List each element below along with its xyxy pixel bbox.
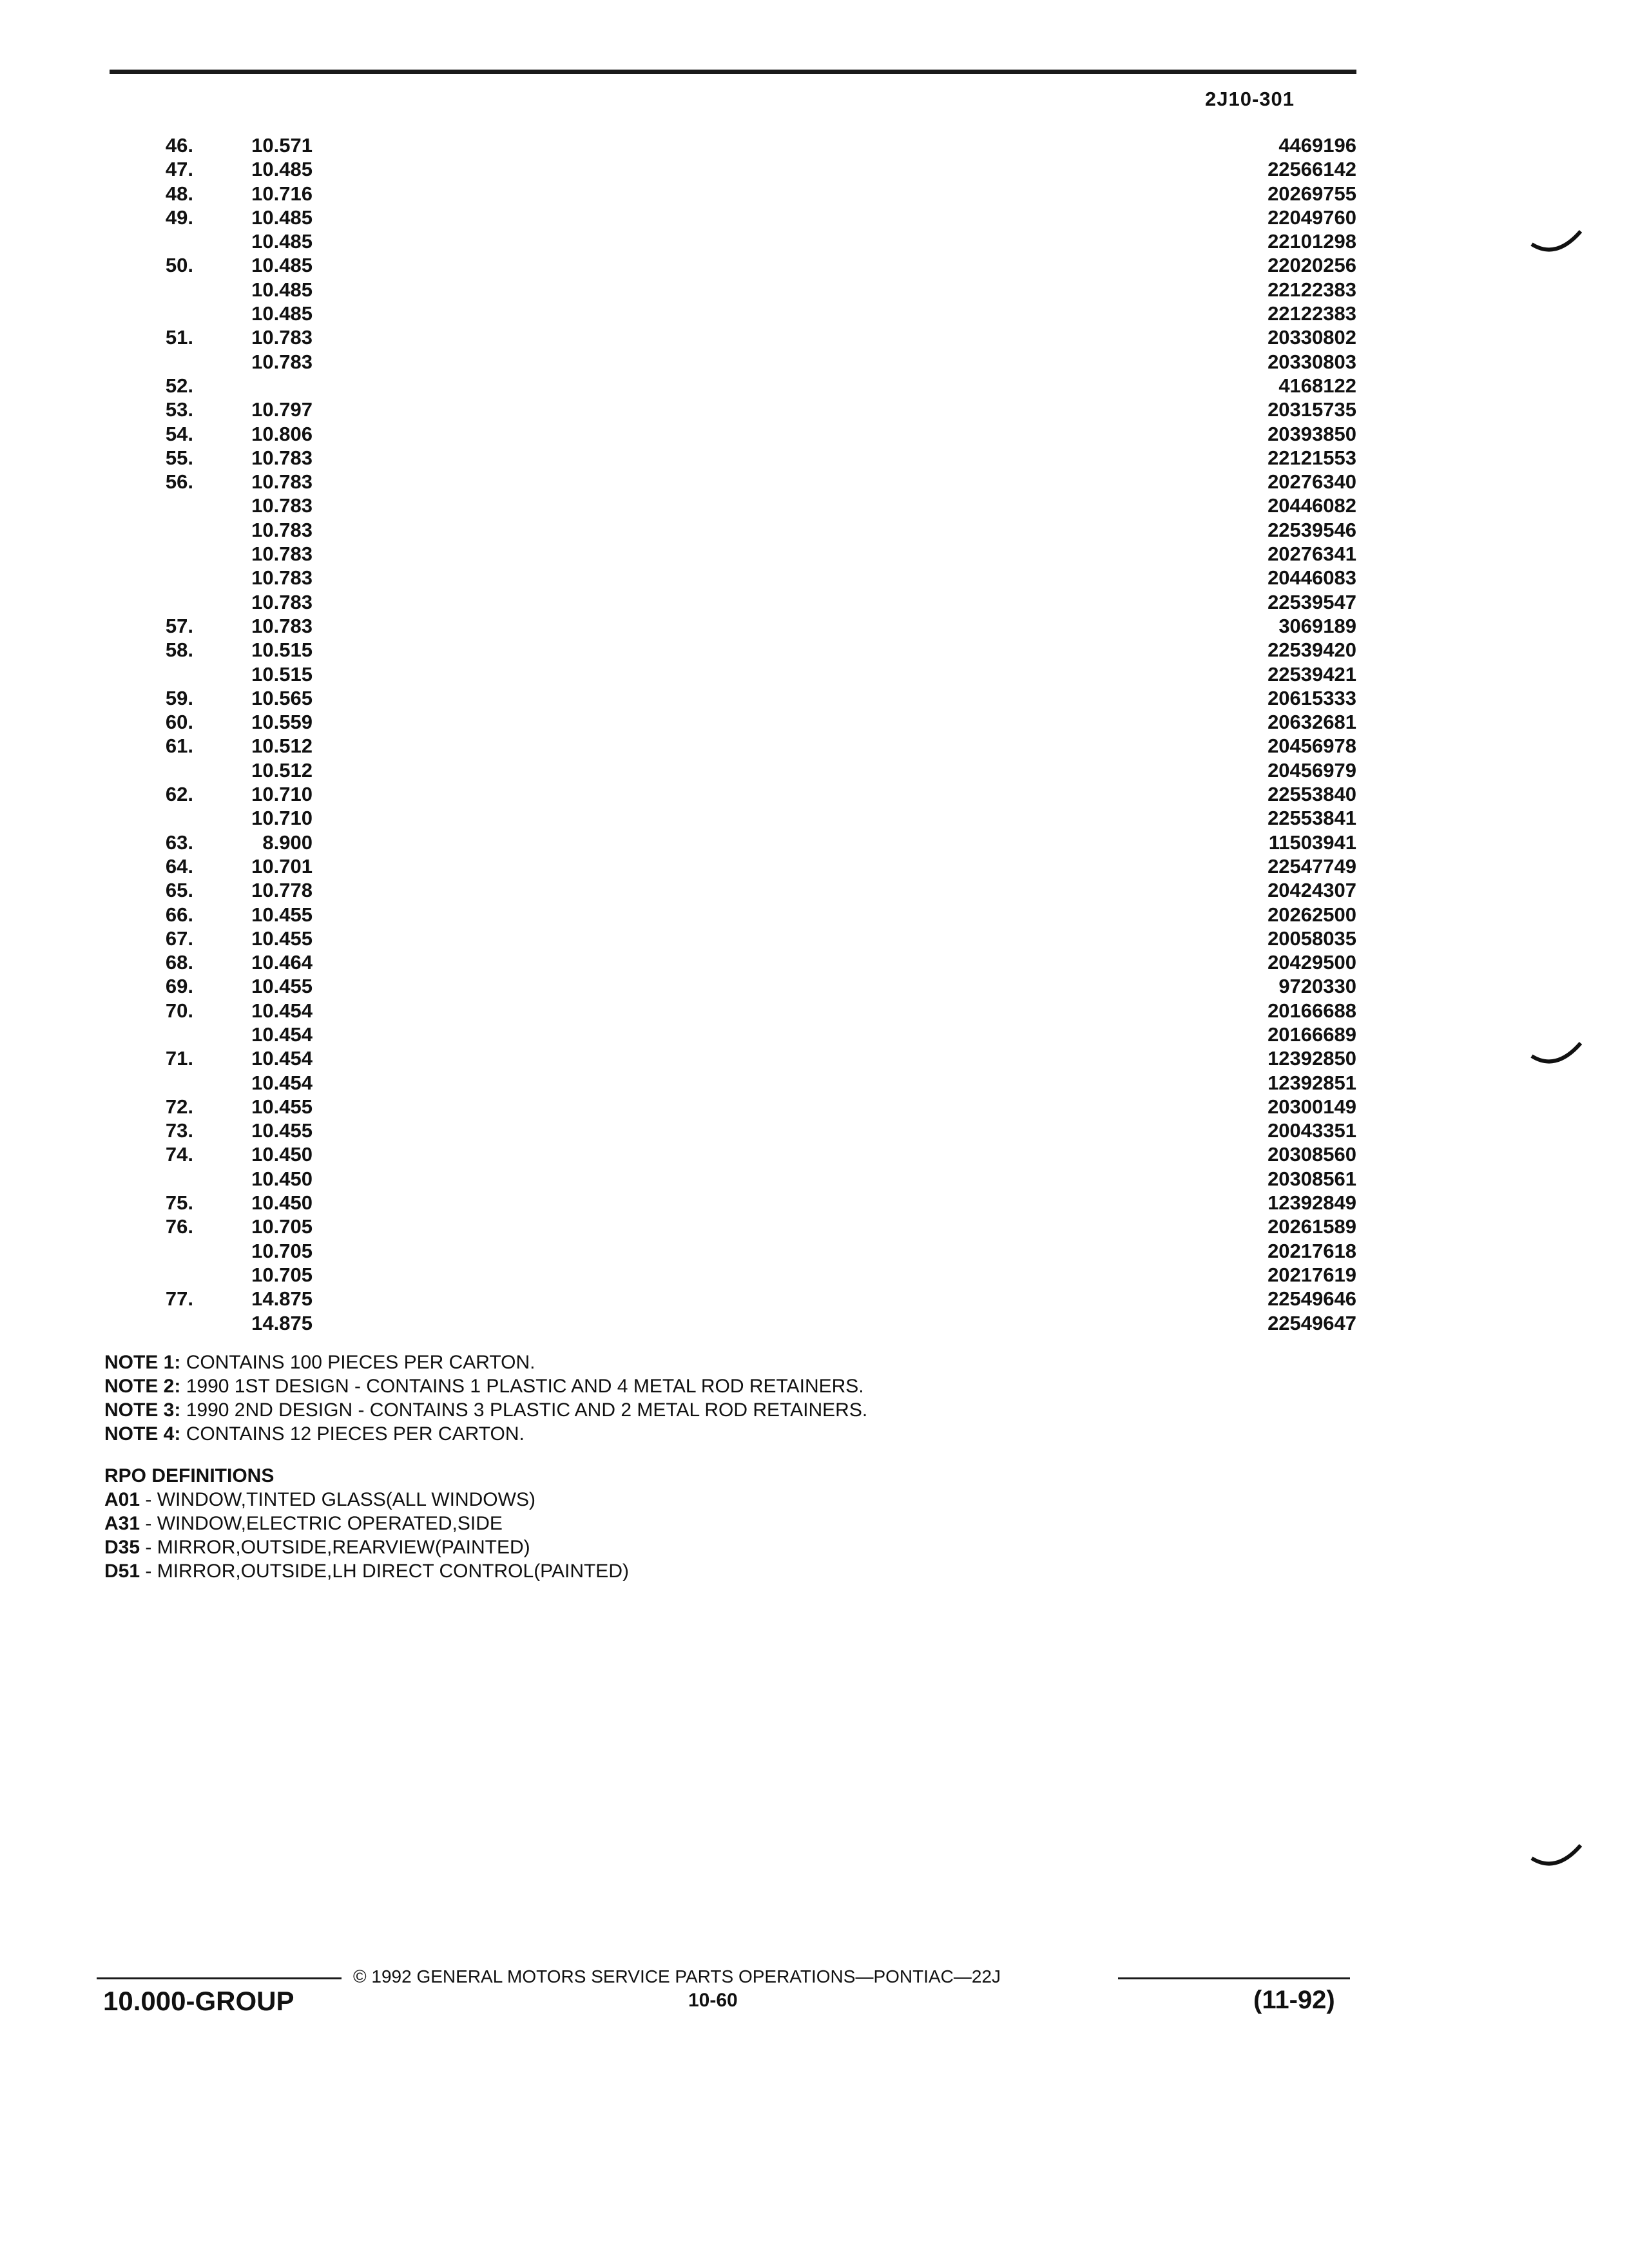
group-number: 10.710 bbox=[251, 807, 313, 830]
ref-number: 72. bbox=[165, 1095, 193, 1118]
binder-mark-2 bbox=[1530, 1041, 1582, 1066]
note-text: 1990 1ST DESIGN - CONTAINS 1 PLASTIC AND 4 METAL ROD RETAINERS. bbox=[186, 1376, 864, 1397]
part-number: 20217618 bbox=[1268, 1239, 1356, 1262]
ref-number: 73. bbox=[165, 1119, 193, 1142]
parts-row bbox=[110, 302, 1356, 325]
binder-mark-3 bbox=[1530, 1843, 1582, 1869]
ref-number: 70. bbox=[165, 999, 193, 1022]
ref-number: 67. bbox=[165, 927, 193, 950]
rpo-code: D35 bbox=[104, 1537, 140, 1558]
part-number: 20276340 bbox=[1268, 470, 1356, 494]
parts-row bbox=[110, 1311, 1356, 1335]
part-number: 20300149 bbox=[1268, 1095, 1356, 1118]
parts-row bbox=[110, 542, 1356, 566]
note-line bbox=[104, 1422, 867, 1446]
parts-row bbox=[110, 278, 1356, 302]
ref-number: 54. bbox=[165, 422, 193, 445]
ref-number: 64. bbox=[165, 854, 193, 878]
note-line bbox=[104, 1374, 867, 1398]
group-number: 10.485 bbox=[251, 254, 313, 277]
part-number: 22122383 bbox=[1268, 302, 1356, 325]
parts-row bbox=[110, 1071, 1356, 1095]
parts-row bbox=[110, 253, 1356, 277]
binder-mark-1 bbox=[1530, 229, 1582, 255]
footer-rule-right bbox=[1118, 1977, 1350, 1979]
ref-number: 61. bbox=[165, 735, 193, 758]
part-number: 12392850 bbox=[1268, 1047, 1356, 1070]
ref-number: 47. bbox=[165, 158, 193, 181]
group-number: 10.450 bbox=[251, 1167, 313, 1190]
rpo-code: A31 bbox=[104, 1513, 140, 1534]
group-number: 10.515 bbox=[251, 639, 313, 662]
parts-row bbox=[110, 806, 1356, 830]
part-number: 20456979 bbox=[1268, 758, 1356, 782]
ref-number: 75. bbox=[165, 1191, 193, 1215]
ref-number: 49. bbox=[165, 206, 193, 229]
group-number: 10.512 bbox=[251, 758, 313, 782]
part-number: 20262500 bbox=[1268, 903, 1356, 926]
rpo-code: A01 bbox=[104, 1489, 140, 1510]
parts-row bbox=[110, 1167, 1356, 1191]
note-label: NOTE 1: bbox=[104, 1352, 181, 1373]
parts-row bbox=[110, 662, 1356, 686]
group-number: 10.705 bbox=[251, 1239, 313, 1262]
parts-row bbox=[110, 903, 1356, 927]
part-number: 12392849 bbox=[1268, 1191, 1356, 1215]
group-number: 10.450 bbox=[251, 1143, 313, 1166]
parts-row bbox=[110, 614, 1356, 638]
ref-number: 56. bbox=[165, 470, 193, 494]
part-number: 20269755 bbox=[1268, 182, 1356, 205]
revision-date: (11-92) bbox=[1253, 1986, 1335, 2014]
part-number: 4469196 bbox=[1278, 134, 1356, 157]
part-number: 22549647 bbox=[1268, 1311, 1356, 1334]
group-number: 10.455 bbox=[251, 1119, 313, 1142]
ref-number: 46. bbox=[165, 134, 193, 157]
parts-row bbox=[110, 206, 1356, 229]
note-text: CONTAINS 100 PIECES PER CARTON. bbox=[186, 1352, 535, 1373]
part-number: 22549646 bbox=[1268, 1287, 1356, 1311]
group-number: 10.783 bbox=[251, 326, 313, 349]
parts-row bbox=[110, 1263, 1356, 1287]
part-number: 9720330 bbox=[1278, 975, 1356, 998]
part-number: 22539547 bbox=[1268, 590, 1356, 613]
group-number: 10.454 bbox=[251, 1023, 313, 1046]
group-number: 10.454 bbox=[251, 1047, 313, 1070]
footer-rule-left bbox=[97, 1977, 342, 1979]
parts-row bbox=[110, 734, 1356, 758]
group-number: 10.705 bbox=[251, 1215, 313, 1238]
note-text: CONTAINS 12 PIECES PER CARTON. bbox=[186, 1423, 525, 1445]
part-number: 22566142 bbox=[1268, 158, 1356, 181]
parts-row bbox=[110, 638, 1356, 662]
parts-row bbox=[110, 494, 1356, 517]
part-number: 20446082 bbox=[1268, 494, 1356, 517]
part-number: 12392851 bbox=[1268, 1071, 1356, 1094]
ref-number: 68. bbox=[165, 951, 193, 974]
group-number: 10.783 bbox=[251, 566, 313, 590]
parts-row bbox=[110, 974, 1356, 998]
part-number: 22539546 bbox=[1268, 518, 1356, 541]
part-number: 4168122 bbox=[1278, 374, 1356, 397]
rpo-text: - WINDOW,ELECTRIC OPERATED,SIDE bbox=[140, 1513, 503, 1534]
parts-row bbox=[110, 758, 1356, 782]
rpo-text: - MIRROR,OUTSIDE,LH DIRECT CONTROL(PAINTED) bbox=[140, 1561, 629, 1582]
parts-row bbox=[110, 878, 1356, 902]
part-number: 11503941 bbox=[1268, 831, 1356, 854]
group-number: 10.485 bbox=[251, 302, 313, 325]
part-number: 22547749 bbox=[1268, 854, 1356, 878]
ref-number: 60. bbox=[165, 711, 193, 734]
group-number: 14.875 bbox=[251, 1311, 313, 1334]
group-number: 10.716 bbox=[251, 182, 313, 205]
part-number: 20393850 bbox=[1268, 422, 1356, 445]
part-number: 22539420 bbox=[1268, 639, 1356, 662]
rpo-line bbox=[104, 1512, 629, 1535]
part-number: 22553840 bbox=[1268, 783, 1356, 806]
group-label: 10.000-GROUP bbox=[103, 1986, 294, 2016]
ref-number: 58. bbox=[165, 639, 193, 662]
part-number: 20315735 bbox=[1268, 398, 1356, 421]
parts-row bbox=[110, 1023, 1356, 1046]
group-number: 10.450 bbox=[251, 1191, 313, 1215]
part-number: 20043351 bbox=[1268, 1119, 1356, 1142]
part-number: 20330802 bbox=[1268, 326, 1356, 349]
group-number: 10.783 bbox=[251, 614, 313, 637]
ref-number: 52. bbox=[165, 374, 193, 397]
page-number: 10-60 bbox=[688, 1990, 738, 2011]
group-number: 10.710 bbox=[251, 783, 313, 806]
ref-number: 57. bbox=[165, 614, 193, 637]
group-number: 10.559 bbox=[251, 711, 313, 734]
page-code: 2J10-301 bbox=[1205, 88, 1295, 110]
group-number: 10.455 bbox=[251, 975, 313, 998]
group-number: 10.464 bbox=[251, 951, 313, 974]
parts-list bbox=[110, 133, 1356, 1335]
note-line bbox=[104, 1398, 867, 1422]
note-text: 1990 2ND DESIGN - CONTAINS 3 PLASTIC AND 2 METAL ROD RETAINERS. bbox=[186, 1399, 868, 1421]
rpo-items bbox=[104, 1488, 629, 1582]
group-number: 10.783 bbox=[251, 543, 313, 566]
top-rule bbox=[110, 70, 1356, 74]
ref-number: 74. bbox=[165, 1143, 193, 1166]
parts-row bbox=[110, 398, 1356, 421]
group-number: 10.485 bbox=[251, 278, 313, 301]
group-number: 10.565 bbox=[251, 686, 313, 709]
parts-row bbox=[110, 686, 1356, 710]
ref-number: 50. bbox=[165, 254, 193, 277]
part-number: 20166688 bbox=[1268, 999, 1356, 1022]
parts-row bbox=[110, 999, 1356, 1023]
group-number: 10.454 bbox=[251, 999, 313, 1022]
ref-number: 69. bbox=[165, 975, 193, 998]
group-number: 10.778 bbox=[251, 879, 313, 902]
parts-row bbox=[110, 422, 1356, 446]
parts-row bbox=[110, 133, 1356, 157]
parts-row bbox=[110, 927, 1356, 950]
part-number: 20058035 bbox=[1268, 927, 1356, 950]
parts-row bbox=[110, 182, 1356, 206]
parts-row bbox=[110, 1046, 1356, 1070]
note-line bbox=[104, 1350, 867, 1374]
part-number: 22020256 bbox=[1268, 254, 1356, 277]
group-number: 10.783 bbox=[251, 470, 313, 494]
parts-row bbox=[110, 157, 1356, 181]
rpo-line bbox=[104, 1535, 629, 1559]
group-number: 10.701 bbox=[251, 854, 313, 878]
ref-number: 53. bbox=[165, 398, 193, 421]
parts-row bbox=[110, 854, 1356, 878]
parts-row bbox=[110, 710, 1356, 734]
ref-number: 59. bbox=[165, 686, 193, 709]
ref-number: 51. bbox=[165, 326, 193, 349]
part-number: 20166689 bbox=[1268, 1023, 1356, 1046]
parts-row bbox=[110, 229, 1356, 253]
notes-section bbox=[104, 1350, 867, 1446]
group-number: 10.571 bbox=[251, 134, 313, 157]
group-number: 10.455 bbox=[251, 903, 313, 926]
rpo-code: D51 bbox=[104, 1561, 140, 1582]
part-number: 20261589 bbox=[1268, 1215, 1356, 1238]
part-number: 22122383 bbox=[1268, 278, 1356, 301]
group-number: 14.875 bbox=[251, 1287, 313, 1311]
rpo-text: - MIRROR,OUTSIDE,REARVIEW(PAINTED) bbox=[140, 1537, 530, 1558]
part-number: 3069189 bbox=[1278, 614, 1356, 637]
group-number: 10.783 bbox=[251, 590, 313, 613]
copyright-line: © 1992 GENERAL MOTORS SERVICE PARTS OPERATIONS—PONTIAC—22J bbox=[353, 1966, 1001, 1986]
part-number: 20456978 bbox=[1268, 735, 1356, 758]
part-number: 22121553 bbox=[1268, 446, 1356, 469]
rpo-title: RPO DEFINITIONS bbox=[104, 1465, 275, 1486]
rpo-line bbox=[104, 1488, 629, 1512]
parts-row bbox=[110, 1142, 1356, 1166]
group-number: 10.455 bbox=[251, 1095, 313, 1118]
group-number: 10.783 bbox=[251, 518, 313, 541]
part-number: 20308561 bbox=[1268, 1167, 1356, 1190]
group-number: 10.455 bbox=[251, 927, 313, 950]
parts-row bbox=[110, 1287, 1356, 1311]
part-number: 20217619 bbox=[1268, 1263, 1356, 1286]
ref-number: 62. bbox=[165, 783, 193, 806]
parts-row bbox=[110, 1095, 1356, 1119]
ref-number: 65. bbox=[165, 879, 193, 902]
rpo-definitions bbox=[104, 1464, 629, 1582]
rpo-line bbox=[104, 1559, 629, 1583]
part-number: 20330803 bbox=[1268, 350, 1356, 373]
part-number: 20276341 bbox=[1268, 543, 1356, 566]
group-number: 10.797 bbox=[251, 398, 313, 421]
group-number: 10.705 bbox=[251, 1263, 313, 1286]
parts-row bbox=[110, 374, 1356, 398]
part-number: 20446083 bbox=[1268, 566, 1356, 590]
parts-row bbox=[110, 950, 1356, 974]
parts-row bbox=[110, 518, 1356, 542]
group-number: 10.515 bbox=[251, 662, 313, 686]
parts-row bbox=[110, 566, 1356, 590]
part-number: 22101298 bbox=[1268, 230, 1356, 253]
ref-number: 63. bbox=[165, 831, 193, 854]
parts-row bbox=[110, 1239, 1356, 1263]
part-number: 20308560 bbox=[1268, 1143, 1356, 1166]
group-number: 8.900 bbox=[262, 831, 313, 854]
part-number: 22049760 bbox=[1268, 206, 1356, 229]
part-number: 20632681 bbox=[1268, 711, 1356, 734]
note-label: NOTE 2: bbox=[104, 1376, 181, 1397]
note-label: NOTE 3: bbox=[104, 1399, 181, 1421]
rpo-text: - WINDOW,TINTED GLASS(ALL WINDOWS) bbox=[140, 1489, 535, 1510]
ref-number: 77. bbox=[165, 1287, 193, 1311]
group-number: 10.485 bbox=[251, 158, 313, 181]
group-number: 10.454 bbox=[251, 1071, 313, 1094]
part-number: 22553841 bbox=[1268, 807, 1356, 830]
note-label: NOTE 4: bbox=[104, 1423, 181, 1445]
parts-row bbox=[110, 446, 1356, 470]
parts-row bbox=[110, 782, 1356, 806]
parts-row bbox=[110, 470, 1356, 494]
part-number: 20424307 bbox=[1268, 879, 1356, 902]
part-number: 20615333 bbox=[1268, 686, 1356, 709]
group-number: 10.783 bbox=[251, 494, 313, 517]
parts-row bbox=[110, 1119, 1356, 1142]
part-number: 22539421 bbox=[1268, 662, 1356, 686]
group-number: 10.783 bbox=[251, 350, 313, 373]
group-number: 10.783 bbox=[251, 446, 313, 469]
group-number: 10.485 bbox=[251, 206, 313, 229]
part-number: 20429500 bbox=[1268, 951, 1356, 974]
parts-row bbox=[110, 1191, 1356, 1215]
group-number: 10.485 bbox=[251, 230, 313, 253]
ref-number: 66. bbox=[165, 903, 193, 926]
parts-row bbox=[110, 831, 1356, 854]
parts-row bbox=[110, 1215, 1356, 1238]
ref-number: 55. bbox=[165, 446, 193, 469]
parts-row bbox=[110, 350, 1356, 374]
parts-row bbox=[110, 325, 1356, 349]
ref-number: 71. bbox=[165, 1047, 193, 1070]
parts-row bbox=[110, 590, 1356, 614]
ref-number: 76. bbox=[165, 1215, 193, 1238]
group-number: 10.512 bbox=[251, 735, 313, 758]
ref-number: 48. bbox=[165, 182, 193, 205]
group-number: 10.806 bbox=[251, 422, 313, 445]
